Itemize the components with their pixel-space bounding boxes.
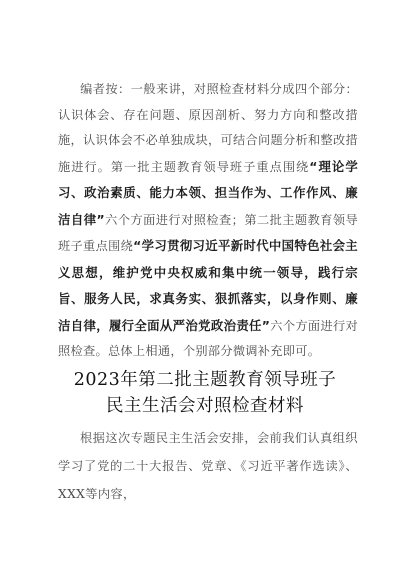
body-paragraph — [58, 424, 358, 508]
note-bold-2: “学习贯彻习近平新时代中国特色社会主义思想，维护党中央权威和集中统一领导，践行宗旨、服务人民，求真务实、狠抓落实，以身作则、廉洁自律，履行全面从严治党政治责任” — [58, 238, 358, 333]
note-text-2: 六个方面进行对照检查；第二批主题教育领导班子重点围绕 — [58, 212, 359, 253]
note-bold-1: “理论学习、政治素质、能力本领、担当作为、工作作风、廉洁自律” — [58, 158, 359, 227]
note-text-3: 六个方面进行对照检查。总体上相通，个别部分微调补充即可。 — [58, 318, 358, 358]
editor-note — [58, 77, 358, 365]
document-title-line-1: 2023年第二批主题教育领导班子 — [73, 370, 337, 390]
document-title-line-2: 民主生活会对照检查材料 — [106, 396, 304, 416]
note-text-1: 编者按：一般来讲，对照检查材料分成四个部分：认识体会、存在问题、原因剖析、努力方向和整改措施，认识体会不必单独成块，可结合问题分析和整改措施进行。第一批主题教育领导班子重点围绕 — [58, 82, 358, 174]
body-paragraph-text: 根据这次专题民主生活会安排，会前我们认真组织学习了党的二十大报告、党章、《习近平著作选读》、XXX等内容， — [58, 431, 358, 501]
